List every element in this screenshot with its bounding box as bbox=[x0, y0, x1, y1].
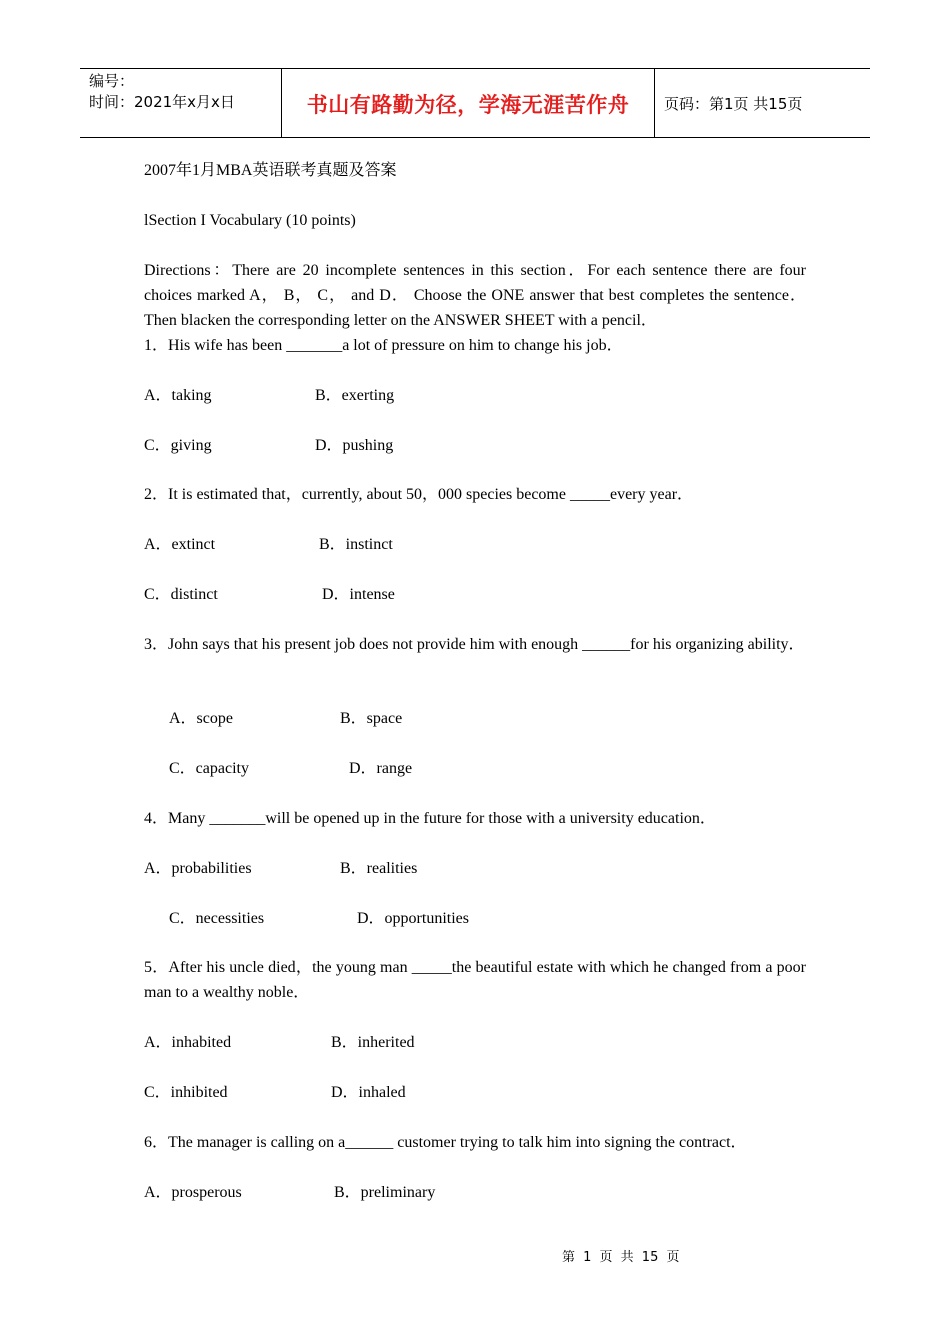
page-header bbox=[80, 68, 870, 138]
directions: Directions：There are 20 incomplete sentences in this section．For each sentence there are four choices marked A， B， C， and D． Choose the ONE answer that best completes the sentence．Then blacken the corresponding letter on the ANSWER SHEET with a pencil． bbox=[144, 262, 806, 329]
question-2-option-c: C．distinct bbox=[144, 586, 218, 603]
header-divider bbox=[654, 69, 655, 137]
question-6-option-a: A．prosperous bbox=[144, 1184, 242, 1201]
question-1-option-a: A．taking bbox=[144, 387, 212, 404]
header-motto: 书山有路勤为径，学海无涯苦作舟 bbox=[306, 93, 630, 117]
question-1-text: 1．His wife has been _______a lot of pressure on him to change his job． bbox=[144, 337, 623, 354]
question-3-option-c: C．capacity bbox=[169, 760, 249, 777]
question-5-option-a: A．inhabited bbox=[144, 1034, 232, 1051]
header-info bbox=[89, 71, 235, 113]
question-5-text: 5．After his uncle died，the young man _____the beautiful estate with which he changed from a poor man to a wealthy noble． bbox=[144, 959, 806, 1001]
question-6-option-b: B．preliminary bbox=[334, 1184, 436, 1201]
question-5-option-d: D．inhaled bbox=[331, 1084, 406, 1101]
question-3-option-d: D．range bbox=[349, 760, 413, 777]
page-footer: 第 1 页 共 15 页 bbox=[562, 1250, 680, 1265]
question-1-option-c: C．giving bbox=[144, 437, 212, 454]
question-2-option-d: D．intense bbox=[322, 586, 395, 603]
question-5-option-b: B．inherited bbox=[331, 1034, 415, 1051]
question-4-option-c: C．necessities bbox=[169, 910, 265, 927]
doc-title: 2007年1月MBA英语联考真题及答案 bbox=[144, 162, 397, 179]
question-1-option-d: D．pushing bbox=[315, 437, 394, 454]
header-page-label: 页码：第1页 共15页 bbox=[664, 95, 803, 113]
question-1-option-b: B．exerting bbox=[315, 387, 395, 404]
question-2-option-a: A．extinct bbox=[144, 536, 216, 553]
question-3-option-a: A．scope bbox=[169, 710, 233, 727]
question-4-option-a: A．probabilities bbox=[144, 860, 252, 877]
serial-label: 编号： bbox=[89, 72, 135, 90]
question-3-text: 3．John says that his present job does not provide him with enough ______for his organizing ability． bbox=[144, 636, 805, 653]
question-5-option-c: C．inhibited bbox=[144, 1084, 228, 1101]
question-6-text: 6．The manager is calling on a______ customer trying to talk him into signing the contract． bbox=[144, 1134, 747, 1151]
question-4-option-b: B．realities bbox=[340, 860, 418, 877]
question-2-text: 2．It is estimated that，currently, about 50，000 species become _____every year． bbox=[144, 486, 694, 503]
section-title: lSection I Vocabulary (10 points) bbox=[144, 212, 356, 229]
question-4-option-d: D．opportunities bbox=[357, 910, 469, 927]
question-2-option-b: B．instinct bbox=[319, 536, 393, 553]
question-4-text: 4．Many _______will be opened up in the future for those with a university education． bbox=[144, 810, 716, 827]
time-label: 时间：2021年x月x日 bbox=[89, 93, 235, 111]
question-3-option-b: B．space bbox=[340, 710, 403, 727]
